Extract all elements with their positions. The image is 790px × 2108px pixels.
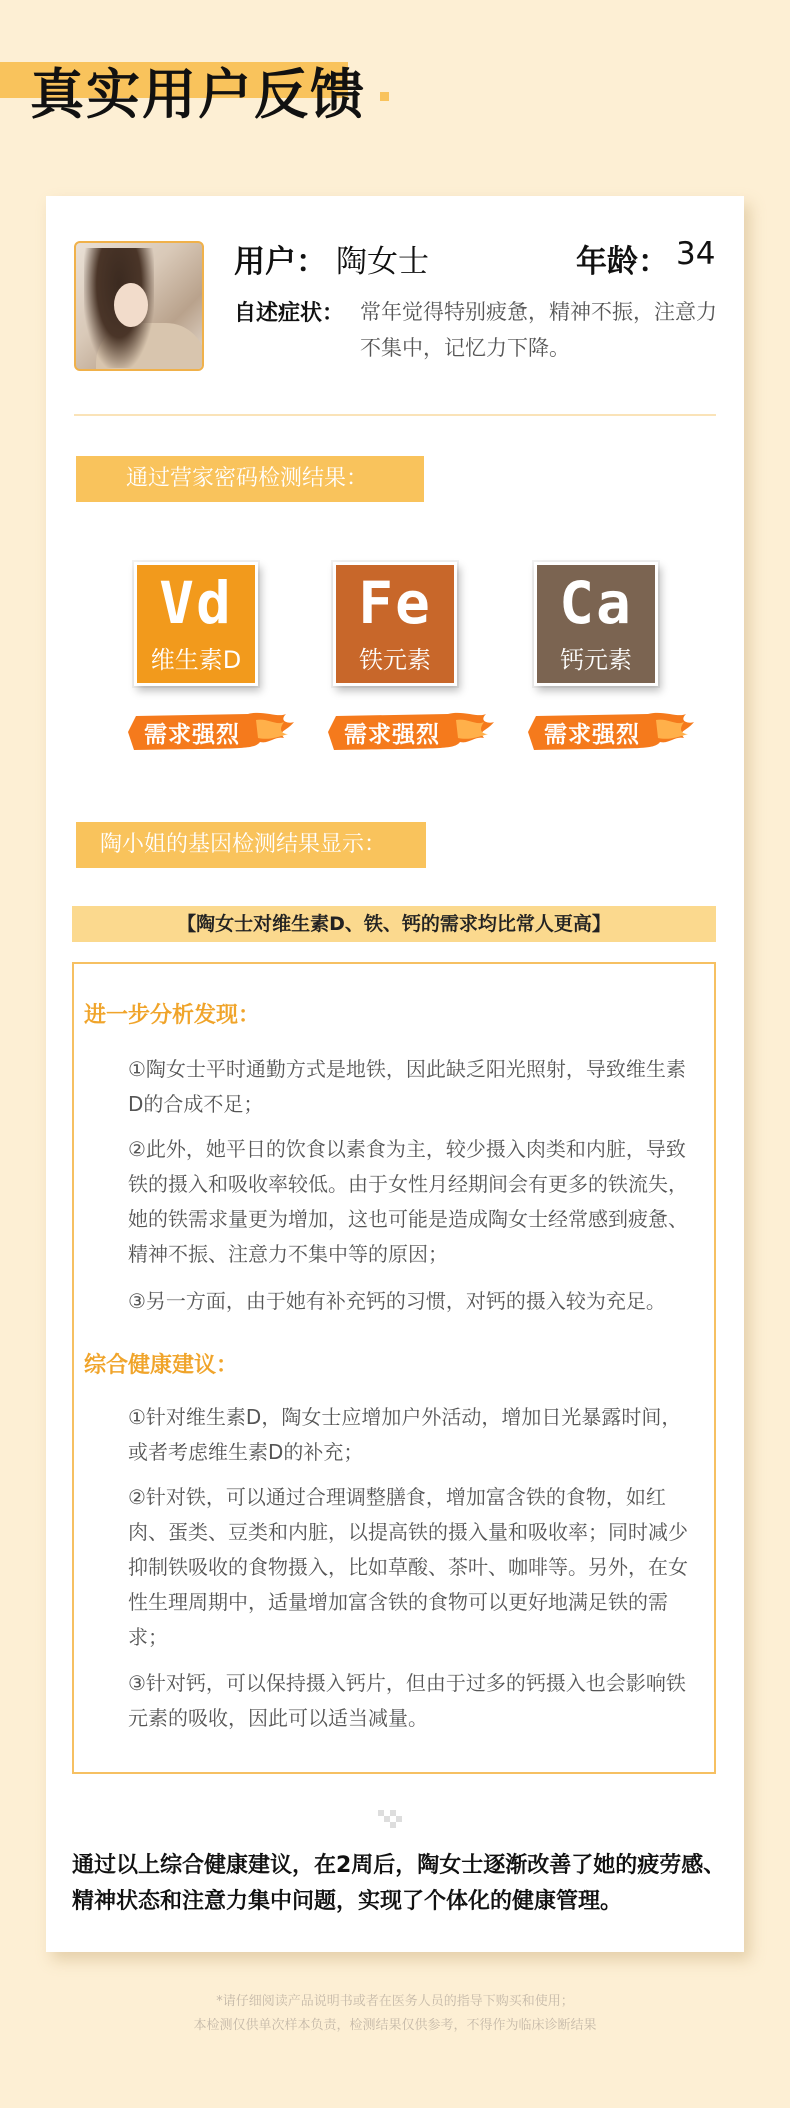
pixel-ornament (378, 1810, 406, 1830)
user-avatar (74, 241, 204, 371)
page-title: 真实用户反馈 (30, 63, 366, 126)
analysis-item: ②此外，她平日的饮食以素食为主，较少摄入肉类和内脏，导致铁的摄入和吸收率较低。由于女性月经期间会有更多的铁流失，她的铁需求量更为增加，这也可能是造成陶女士经常感到疲惫、精神不振、注意力不集中等的原因； (128, 1137, 688, 1266)
analysis-title: 进一步分析发现： (84, 1003, 261, 1028)
demand-label: 需求强烈 (144, 722, 240, 748)
age-value: 34 (676, 236, 716, 272)
symptom-label: 自述症状： (234, 301, 345, 326)
footer-note: *请仔细阅读产品说明书或者在医务人员的指导下购买和使用； (216, 1994, 574, 2009)
demand-badge-fe (328, 710, 494, 754)
element-symbol: Vd (159, 569, 233, 637)
element-card-vd (134, 562, 258, 686)
gene-result-tag: 陶小姐的基因检测结果显示： (76, 822, 426, 868)
advice-item: ②针对铁，可以通过合理调整膳食，增加富含铁的食物，如红肉、蛋类、豆类和内脏，以提高铁的摄入量和吸收率；同时减少抑制铁吸收的食物摄入，比如草酸、茶叶、咖啡等。另外，在女性生理周期中，适量增加富含铁的食物可以更好地满足铁的需求； (128, 1485, 688, 1649)
footer-disclaimer: 本检测仅供单次样本负责，检测结果仅供参考，不得作为临床诊断结果 (193, 2018, 597, 2033)
element-symbol: Fe (358, 569, 432, 637)
analysis-box (72, 962, 716, 1774)
feedback-card (46, 196, 744, 1952)
element-card-fe (333, 562, 457, 686)
page-header (30, 62, 366, 128)
summary-text: 通过以上综合健康建议，在2周后，陶女士逐渐改善了她的疲劳感、精神状态和注意力集中问题，实现了个体化的健康管理。 (72, 1853, 726, 1914)
title-dot (380, 92, 389, 101)
element-name: 铁元素 (359, 646, 431, 674)
advice-item: ③针对钙，可以保持摄入钙片，但由于过多的钙摄入也会影响铁元素的吸收，因此可以适当减量。 (128, 1671, 686, 1730)
age-label: 年龄： (576, 244, 669, 280)
element-card-ca (534, 562, 658, 686)
analysis-item: ③另一方面，由于她有补充钙的习惯，对钙的摄入较为充足。 (128, 1289, 666, 1313)
advice-item: ①针对维生素D，陶女士应增加户外活动，增加日光暴露时间，或者考虑维生素D的补充； (128, 1405, 682, 1464)
demand-badge-ca (528, 710, 694, 754)
demand-badge-vd (128, 710, 294, 754)
detect-result-tag: 通过营家密码检测结果： (76, 456, 424, 502)
highlight-banner: 【陶女士对维生素D、铁、钙的需求均比常人更高】 (72, 906, 716, 942)
element-symbol: Ca (559, 569, 633, 637)
divider (74, 414, 716, 416)
user-name: 陶女士 (336, 244, 429, 280)
advice-title: 综合健康建议： (84, 1353, 239, 1378)
element-name: 钙元素 (560, 646, 632, 674)
symptom-text: 常年觉得特别疲惫，精神不振，注意力不集中，记忆力下降。 (360, 300, 717, 360)
element-name: 维生素D (150, 646, 242, 674)
demand-label: 需求强烈 (344, 722, 440, 748)
analysis-item: ①陶女士平时通勤方式是地铁，因此缺乏阳光照射，导致维生素D的合成不足； (128, 1057, 686, 1116)
user-label: 用户： (234, 244, 327, 280)
demand-label: 需求强烈 (544, 722, 640, 748)
